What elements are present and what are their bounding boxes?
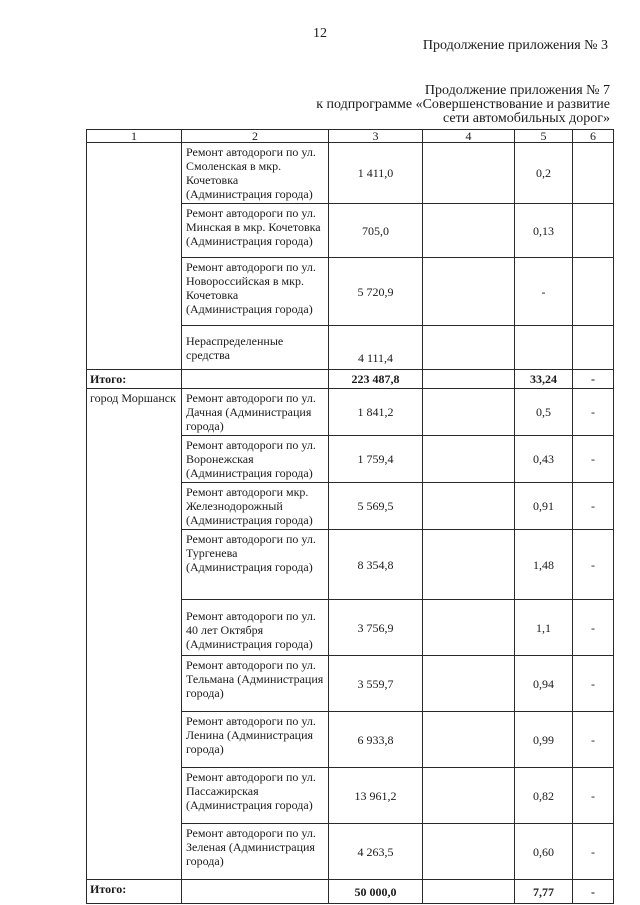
row-desc: Ремонт автодороги по ул. Воронежская (Администрация города): [182, 436, 329, 483]
row-col4: [423, 326, 515, 370]
header-continuation: Продолжение приложения № 3: [422, 38, 608, 53]
row-col6: [573, 258, 614, 326]
row-col5: 0,94: [515, 656, 573, 712]
row-amount: 3 756,9: [329, 600, 423, 656]
header-col1: 1: [87, 130, 182, 143]
row-col5: -: [515, 258, 573, 326]
total-amount: 223 487,8: [329, 370, 423, 389]
total-amount: 50 000,0: [329, 880, 423, 904]
row-col4: [423, 824, 515, 880]
row-col4: [423, 656, 515, 712]
budget-table: [86, 129, 614, 904]
header-col5: 5: [515, 130, 573, 143]
row-col5: 0,2: [515, 143, 573, 204]
row-col5: 0,13: [515, 204, 573, 258]
total-label: Итого:: [87, 370, 182, 389]
row-amount: 5 569,5: [329, 483, 423, 530]
row-desc: Ремонт автодороги мкр. Железнодорожный (Администрация города): [182, 483, 329, 530]
row-col6: [573, 326, 614, 370]
row-col4: [423, 768, 515, 824]
row-amount: 13 961,2: [329, 768, 423, 824]
total-col4: [423, 880, 515, 904]
row-amount: 8 354,8: [329, 530, 423, 600]
subheader-line2: к подпрограмме «Совершенствование и развитие: [316, 97, 610, 112]
row-col5: 0,5: [515, 389, 573, 436]
header-col2: 2: [182, 130, 329, 143]
row-col4: [423, 530, 515, 600]
row-col6: -: [573, 530, 614, 600]
row-amount: 1 759,4: [329, 436, 423, 483]
row-col4: [423, 600, 515, 656]
row-col4: [423, 483, 515, 530]
row-col6: -: [573, 600, 614, 656]
row-col5: 0,82: [515, 768, 573, 824]
row-desc: Ремонт автодороги по ул. Тургенева (Администрация города): [182, 530, 329, 600]
total-col6: -: [573, 880, 614, 904]
row-col4: [423, 712, 515, 768]
row-col6: -: [573, 768, 614, 824]
row-desc: Ремонт автодороги по ул. Дачная (Администрация города): [182, 389, 329, 436]
row-amount: 3 559,7: [329, 656, 423, 712]
header-col3: 3: [329, 130, 423, 143]
total-col2: [182, 880, 329, 904]
row-amount: 1 841,2: [329, 389, 423, 436]
row-desc: Нераспределенные средства: [182, 326, 329, 370]
header-col4: 4: [423, 130, 515, 143]
total-row: [87, 370, 614, 389]
row-desc: Ремонт автодороги по ул. Пассажирская (Администрация города): [182, 768, 329, 824]
row-desc: Ремонт автодороги по ул. Ленина (Администрация города): [182, 712, 329, 768]
subheader-line3: сети автомобильных дорог»: [443, 111, 610, 126]
row-amount: 4 111,4: [329, 326, 423, 370]
row-col4: [423, 143, 515, 204]
row-col6: [573, 143, 614, 204]
row-col5: 0,43: [515, 436, 573, 483]
row-col5: 0,60: [515, 824, 573, 880]
table-row: [87, 389, 614, 436]
row-col6: -: [573, 389, 614, 436]
row-desc: Ремонт автодороги по ул. Смоленская в мкр. Кочетовка (Администрация города): [182, 143, 329, 204]
table-row: [87, 143, 614, 204]
row-col5: [515, 326, 573, 370]
row-col4: [423, 258, 515, 326]
section1-col1: [87, 143, 182, 370]
table-header-row: [87, 130, 614, 143]
row-col6: -: [573, 712, 614, 768]
row-amount: 5 720,9: [329, 258, 423, 326]
row-col6: -: [573, 483, 614, 530]
subheader-line1: Продолжение приложения № 7: [424, 83, 610, 98]
total-col5: 7,77: [515, 880, 573, 904]
total-col4: [423, 370, 515, 389]
row-col6: [573, 204, 614, 258]
row-col6: -: [573, 436, 614, 483]
header-col6: 6: [573, 130, 614, 143]
total-label: Итого:: [87, 880, 182, 904]
row-desc: Ремонт автодороги по ул. Минская в мкр. Кочетовка (Администрация города): [182, 204, 329, 258]
page-number: 12: [313, 26, 327, 41]
row-desc: Ремонт автодороги по ул. 40 лет Октября (Администрация города): [182, 600, 329, 656]
row-col6: -: [573, 824, 614, 880]
row-amount: 6 933,8: [329, 712, 423, 768]
row-col4: [423, 204, 515, 258]
row-desc: Ремонт автодороги по ул. Новороссийская в мкр. Кочетовка (Администрация города): [182, 258, 329, 326]
total-col6: -: [573, 370, 614, 389]
row-col5: 1,48: [515, 530, 573, 600]
row-col5: 1,1: [515, 600, 573, 656]
row-col4: [423, 436, 515, 483]
row-amount: 705,0: [329, 204, 423, 258]
city-cell: город Моршанск: [87, 389, 182, 880]
row-col5: 0,99: [515, 712, 573, 768]
total-row: [87, 880, 614, 904]
row-amount: 4 263,5: [329, 824, 423, 880]
row-col4: [423, 389, 515, 436]
row-col5: 0,91: [515, 483, 573, 530]
row-col6: -: [573, 656, 614, 712]
subheader: [316, 84, 610, 126]
row-amount: 1 411,0: [329, 143, 423, 204]
row-desc: Ремонт автодороги по ул. Зеленая (Администрация города): [182, 824, 329, 880]
row-desc: Ремонт автодороги по ул. Тельмана (Администрация города): [182, 656, 329, 712]
total-col2: [182, 370, 329, 389]
total-col5: 33,24: [515, 370, 573, 389]
